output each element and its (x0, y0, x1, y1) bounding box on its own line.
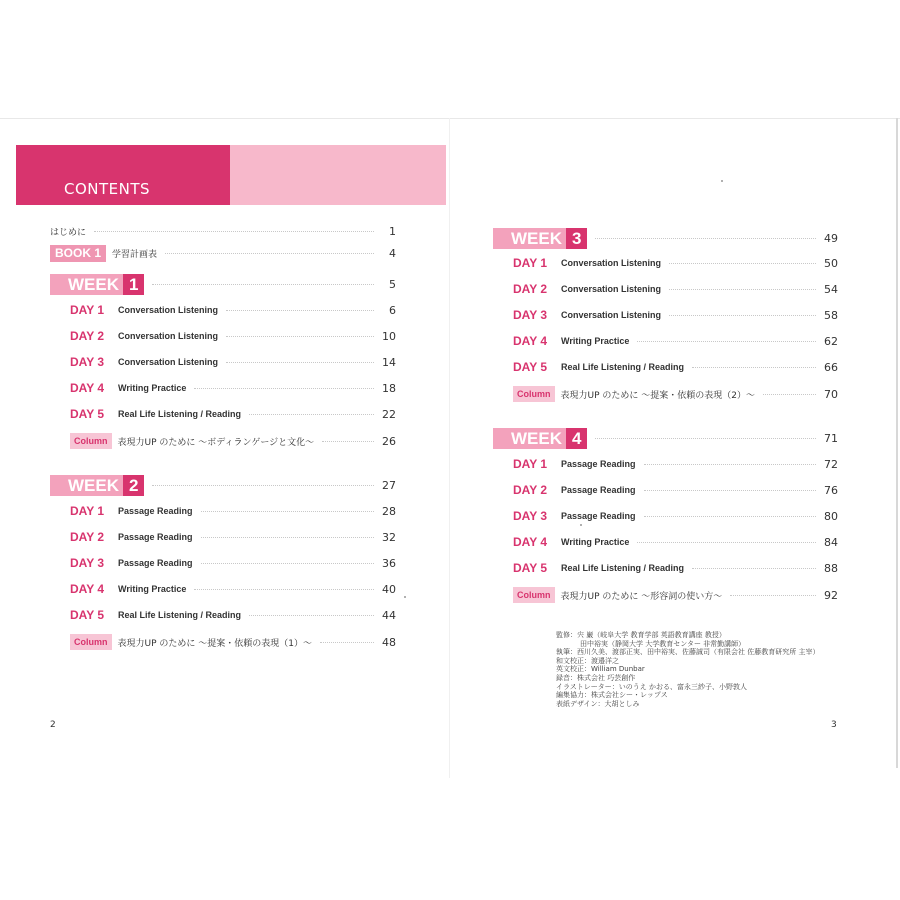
day-label: DAY 3 (513, 509, 548, 523)
dot-leader (595, 238, 816, 239)
page-number: 58 (824, 308, 838, 322)
page-number: 4 (389, 246, 396, 260)
credit-line: 和文校正：渡邉洋之 (556, 656, 619, 665)
day-title: Passage Reading (561, 485, 636, 495)
week-heading (493, 228, 587, 249)
day-label: DAY 2 (513, 282, 548, 296)
page-number-right: 3 (831, 720, 837, 730)
credit-line: 監修：宍 巌（岐阜大学 教育学部 英語教育講座 教授） (556, 631, 726, 639)
week-number: 3 (566, 228, 587, 249)
toc-row-day[interactable] (70, 527, 396, 547)
day-label: DAY 1 (70, 303, 105, 317)
scan-speck (580, 524, 582, 526)
dot-leader (249, 615, 374, 616)
page-number: 76 (824, 483, 838, 497)
toc-row-column[interactable] (513, 585, 838, 605)
dot-leader (165, 253, 374, 254)
day-label: DAY 4 (513, 535, 548, 549)
dot-leader (226, 336, 374, 337)
day-label: DAY 5 (513, 561, 548, 575)
day-label: DAY 2 (513, 483, 548, 497)
dot-leader (637, 341, 816, 342)
day-label: DAY 2 (70, 329, 105, 343)
day-title: Passage Reading (561, 511, 636, 521)
page-number: 54 (824, 282, 838, 296)
toc-row-day[interactable] (513, 454, 838, 474)
toc-row-day[interactable] (70, 326, 396, 346)
day-title: Conversation Listening (561, 310, 662, 320)
column-title: 表現力UP のために ～形容詞の使い方～ (560, 591, 723, 602)
dot-leader (226, 310, 374, 311)
day-title: Writing Practice (561, 336, 630, 346)
week-number: 4 (566, 428, 587, 449)
toc-row-column[interactable] (70, 632, 396, 652)
day-label: DAY 4 (513, 334, 548, 348)
day-title: Real Life Listening / Reading (561, 362, 685, 372)
day-title: Conversation Listening (118, 331, 219, 341)
toc-row-day[interactable] (70, 404, 396, 424)
page-number: 49 (824, 231, 838, 245)
page-number: 70 (824, 387, 838, 401)
day-title: Writing Practice (561, 537, 630, 547)
page-number: 5 (389, 277, 396, 291)
intro-label: はじめに (50, 227, 87, 238)
page-edge (896, 118, 898, 768)
page-number-left: 2 (50, 720, 56, 730)
page-number: 27 (382, 478, 396, 492)
week-word: WEEK (50, 274, 123, 295)
column-badge: Column (70, 634, 112, 650)
dot-leader (595, 438, 816, 439)
day-label: DAY 3 (70, 355, 105, 369)
dot-leader (152, 485, 374, 486)
dot-leader (644, 516, 816, 517)
day-label: DAY 5 (513, 360, 548, 374)
toc-row-intro[interactable] (50, 221, 396, 241)
page-number: 88 (824, 561, 838, 575)
day-title: Writing Practice (118, 383, 187, 393)
column-badge: Column (513, 587, 555, 603)
credit-line: イラストレーター：いのうえ かおる、富永三紗子、小野敦人 (556, 682, 748, 691)
toc-row-day[interactable] (70, 501, 396, 521)
page-number: 6 (389, 303, 396, 317)
day-label: DAY 3 (513, 308, 548, 322)
page-title: CONTENTS (64, 180, 151, 198)
day-title: Passage Reading (118, 558, 193, 568)
toc-row-day[interactable] (70, 605, 396, 625)
day-title: Real Life Listening / Reading (561, 563, 685, 573)
credit-line: 田中裕実（静岡大学 大学教育センター 非常勤講師） (580, 639, 746, 648)
page-number: 10 (382, 329, 396, 343)
day-label: DAY 3 (70, 556, 105, 570)
book-gutter (449, 118, 450, 778)
week-heading (50, 274, 144, 295)
day-label: DAY 4 (70, 582, 105, 596)
page-number: 66 (824, 360, 838, 374)
day-title: Real Life Listening / Reading (118, 409, 242, 419)
toc-row-day[interactable] (513, 279, 838, 299)
page-number: 26 (382, 434, 396, 448)
day-label: DAY 5 (70, 608, 105, 622)
toc-row-day[interactable] (513, 480, 838, 500)
page-number: 44 (382, 608, 396, 622)
book-badge: BOOK 1 (50, 245, 106, 262)
week-heading (493, 428, 587, 449)
credits-block (556, 631, 819, 708)
dot-leader (692, 367, 816, 368)
page-number: 40 (382, 582, 396, 596)
toc-row-day[interactable] (70, 553, 396, 573)
day-label: DAY 1 (513, 457, 548, 471)
toc-row-book[interactable] (50, 243, 396, 263)
toc-row-day[interactable] (513, 532, 838, 552)
page-number: 84 (824, 535, 838, 549)
dot-leader (194, 589, 374, 590)
week-word: WEEK (50, 475, 123, 496)
toc-row-week-4[interactable] (493, 428, 838, 448)
credit-line: 英文校正：William Dunbar (556, 665, 645, 674)
toc-row-day[interactable] (70, 579, 396, 599)
page-number: 36 (382, 556, 396, 570)
credit-line: 録音：株式会社 巧芸創作 (556, 673, 636, 682)
scan-speck (404, 596, 406, 598)
dot-leader (644, 464, 816, 465)
column-title: 表現力UP のために ～提案・依頼の表現（1）～ (117, 638, 312, 649)
day-title: Conversation Listening (561, 284, 662, 294)
page-number: 71 (824, 431, 838, 445)
column-title: 表現力UP のために ～ボディランゲージと文化～ (117, 437, 315, 448)
credit-line: 編集協力：株式会社シー・レップス (556, 691, 668, 700)
scan-speck (721, 180, 723, 182)
toc-row-column[interactable] (70, 431, 396, 451)
dot-leader (226, 362, 374, 363)
toc-row-day[interactable] (513, 253, 838, 273)
dot-leader (637, 542, 816, 543)
toc-row-day[interactable] (513, 331, 838, 351)
day-title: Conversation Listening (118, 305, 219, 315)
column-badge: Column (513, 386, 555, 402)
day-title: Passage Reading (118, 532, 193, 542)
book-label: 学習計画表 (112, 249, 158, 260)
toc-row-day[interactable] (70, 378, 396, 398)
page-number: 48 (382, 635, 396, 649)
dot-leader (763, 394, 816, 395)
toc-row-day[interactable] (70, 352, 396, 372)
credit-line: 表紙デザイン：大胡としみ (556, 699, 640, 708)
dot-leader (194, 388, 374, 389)
dot-leader (322, 441, 374, 442)
page-number: 50 (824, 256, 838, 270)
page-number: 28 (382, 504, 396, 518)
toc-row-week-2[interactable] (50, 475, 396, 495)
day-label: DAY 4 (70, 381, 105, 395)
week-word: WEEK (493, 428, 566, 449)
dot-leader (249, 414, 374, 415)
day-title: Passage Reading (561, 459, 636, 469)
day-label: DAY 5 (70, 407, 105, 421)
toc-row-day[interactable] (70, 300, 396, 320)
page-number: 22 (382, 407, 396, 421)
page-number: 92 (824, 588, 838, 602)
page-number: 18 (382, 381, 396, 395)
page-number: 1 (389, 224, 396, 238)
toc-row-day[interactable] (513, 305, 838, 325)
page-number: 80 (824, 509, 838, 523)
column-badge: Column (70, 433, 112, 449)
toc-row-column[interactable] (513, 384, 838, 404)
toc-row-day[interactable] (513, 558, 838, 578)
dot-leader (692, 568, 816, 569)
dot-leader (201, 511, 374, 512)
day-title: Passage Reading (118, 506, 193, 516)
dot-leader (94, 231, 374, 232)
dot-leader (644, 490, 816, 491)
day-title: Conversation Listening (561, 258, 662, 268)
column-title: 表現力UP のために ～提案・依頼の表現（2）～ (560, 390, 755, 401)
page-number: 62 (824, 334, 838, 348)
toc-row-week-3[interactable] (493, 228, 838, 248)
dot-leader (669, 263, 816, 264)
credit-line: 執筆：西川久美、渡部正実、田中裕実、佐藤誠司（有限会社 佐藤教育研究所 主宰） (556, 648, 820, 657)
dot-leader (730, 595, 816, 596)
dot-leader (669, 289, 816, 290)
page-number: 14 (382, 355, 396, 369)
toc-row-day[interactable] (513, 506, 838, 526)
page-number: 32 (382, 530, 396, 544)
dot-leader (669, 315, 816, 316)
spread-top-edge (0, 118, 900, 119)
page-number: 72 (824, 457, 838, 471)
toc-row-week-1[interactable] (50, 274, 396, 294)
day-label: DAY 1 (513, 256, 548, 270)
day-title: Conversation Listening (118, 357, 219, 367)
day-title: Real Life Listening / Reading (118, 610, 242, 620)
day-label: DAY 1 (70, 504, 105, 518)
week-heading (50, 475, 144, 496)
day-label: DAY 2 (70, 530, 105, 544)
dot-leader (201, 563, 374, 564)
dot-leader (201, 537, 374, 538)
day-title: Writing Practice (118, 584, 187, 594)
week-number: 2 (123, 475, 144, 496)
dot-leader (320, 642, 374, 643)
week-word: WEEK (493, 228, 566, 249)
dot-leader (152, 284, 374, 285)
toc-row-day[interactable] (513, 357, 838, 377)
week-number: 1 (123, 274, 144, 295)
